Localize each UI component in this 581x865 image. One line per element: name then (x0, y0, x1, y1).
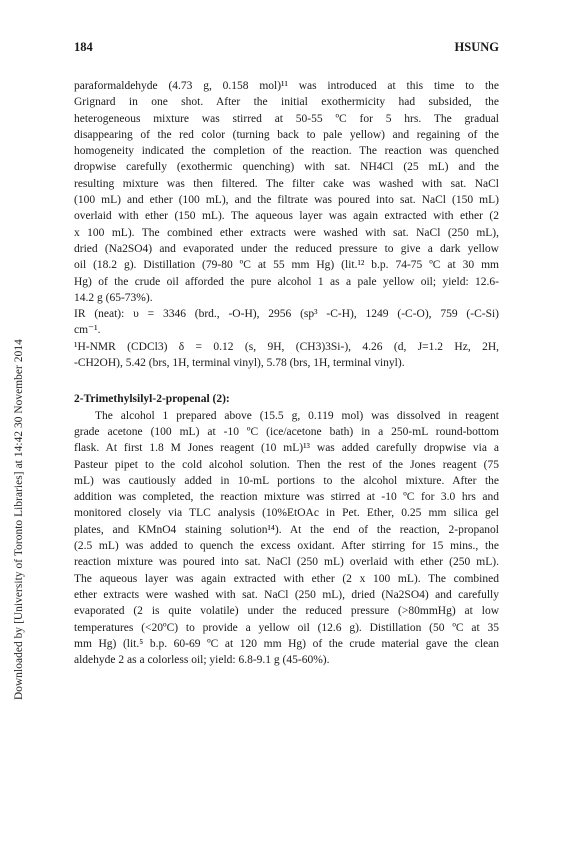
nmr-data-line: -CH2OH), 5.42 (brs, 1H, terminal vinyl), 5.78 (brs, 1H, terminal vinyl). (74, 357, 405, 370)
text-line: resulting mixture was then filtered. The filter cake was washed with sat. NaCl (74, 177, 499, 190)
nmr-data-line: ¹H-NMR (CDCl3) δ = 0.12 (s, 9H, (CH3)3Si-), 4.26 (d, J=1.2 Hz, 2H, (74, 340, 499, 353)
text-line: Hg) of the crude oil afforded the pure alcohol 1 as a pale yellow oil; yield: 12.6- (74, 275, 499, 288)
text-line: flask. At first 1.8 M Jones reagent (10 mL)¹³ was added carefully dropwise via a (74, 442, 499, 455)
running-title: HSUNG (454, 40, 499, 54)
text-line: aldehyde 2 as a colorless oil; yield: 6.8-9.1 g (45-60%). (74, 654, 330, 667)
text-line: addition was completed, the reaction mixture was stirred at -10 ºC for 3.0 hrs and (74, 491, 499, 504)
text-line: mL) was cautiously added in 10-mL portions to the alcohol mixture. After the (74, 474, 499, 487)
text-line: mm Hg) (lit.⁵ b.p. 60-69 ºC at 120 mm Hg) of the crude material gave the clean (74, 637, 499, 650)
text-line: paraformaldehyde (4.73 g, 0.158 mol)¹¹ was introduced at this time to the (74, 80, 499, 92)
text-line: overlaid with ether (150 mL). The aqueous layer was again extracted with ether (2 (74, 210, 499, 223)
paragraph-aldehyde-procedure (74, 408, 499, 669)
text-line: ether extracts were washed with sat. NaCl (250 mL), dried (Na2SO4) and carefully (74, 588, 499, 601)
text-line: The aqueous layer was again extracted with ether (2 x 100 mL). The combined (74, 572, 499, 585)
section-heading: 2-Trimethylsilyl-2-propenal (2): (74, 393, 230, 406)
text-line: The alcohol 1 prepared above (15.5 g, 0.119 mol) was dissolved in reagent (95, 409, 499, 422)
text-line: heterogeneous mixture was stirred at 50-55 ºC for 5 hrs. The gradual (74, 112, 499, 125)
text-line: x 100 mL). The combined ether extracts were washed with sat. NaCl (250 mL), (74, 226, 499, 239)
text-line: oil (18.2 g). Distillation (79-80 ºC at 55 mm Hg) (lit.¹² b.p. 74-75 ºC at 30 mm (74, 259, 499, 272)
text-line: evaporated (2 is quite volatile) under the reduced pressure (>80mmHg) at low (74, 605, 499, 618)
paragraph-alcohol-procedure (74, 78, 499, 371)
text-line: plates, and KMnO4 staining solution¹⁴). At the end of the reaction, 2-propanol (74, 523, 499, 536)
text-line: dropwise carefully (exothermic quenching) with sat. NH4Cl (25 mL) and the (74, 161, 499, 174)
text-line: temperatures (<20ºC) to provide a yellow oil (12.6 g). Distillation (50 ºC at 35 (74, 621, 499, 634)
text-line: (2.5 mL) was added to quench the excess oxidant. After stirring for 15 mins., the (74, 540, 499, 553)
page-number: 184 (74, 40, 93, 54)
text-line: Pasteur pipet to the cold alcohol solution. Then the rest of the Jones reagent (75 (74, 458, 499, 471)
text-line: (100 mL) and ether (100 mL), and the filtrate was poured into sat. NaCl (150 mL) (74, 194, 499, 207)
text-line: dried (Na2SO4) and evaporated under the reduced pressure to give a dark yellow (74, 242, 499, 255)
text-line: grade acetone (100 mL) at -10 ºC (ice/acetone bath) in a 250-mL round-bottom (74, 425, 499, 438)
download-watermark: Downloaded by [University of Toronto Libraries] at 14:42 30 November 2014 (13, 339, 25, 700)
text-line: monitored closely via TLC analysis (10%EtOAc in Pet. Ether, 0.25 mm silica gel (74, 507, 499, 520)
ir-data-line: IR (neat): υ = 3346 (brd., -O-H), 2956 (sp³ -C-H), 1249 (-C-O), 759 (-C-Si) (74, 308, 499, 321)
ir-data-line: cm⁻¹. (74, 324, 101, 337)
page-body (74, 78, 499, 668)
text-line: 14.2 g (65-73%). (74, 291, 153, 304)
page-header (74, 40, 499, 55)
text-line: reaction mixture was poured into sat. NaCl (250 mL) overlaid with ether (250 mL). (74, 556, 499, 569)
text-line: Grignard in one shot. After the initial exothermicity had subsided, the (74, 96, 499, 109)
text-line: disappearing of the red color (turning back to pale yellow) and regaining of the (74, 128, 499, 141)
text-line: homogeneity indicated the completion of the reaction. The reaction was quenched (74, 145, 499, 158)
